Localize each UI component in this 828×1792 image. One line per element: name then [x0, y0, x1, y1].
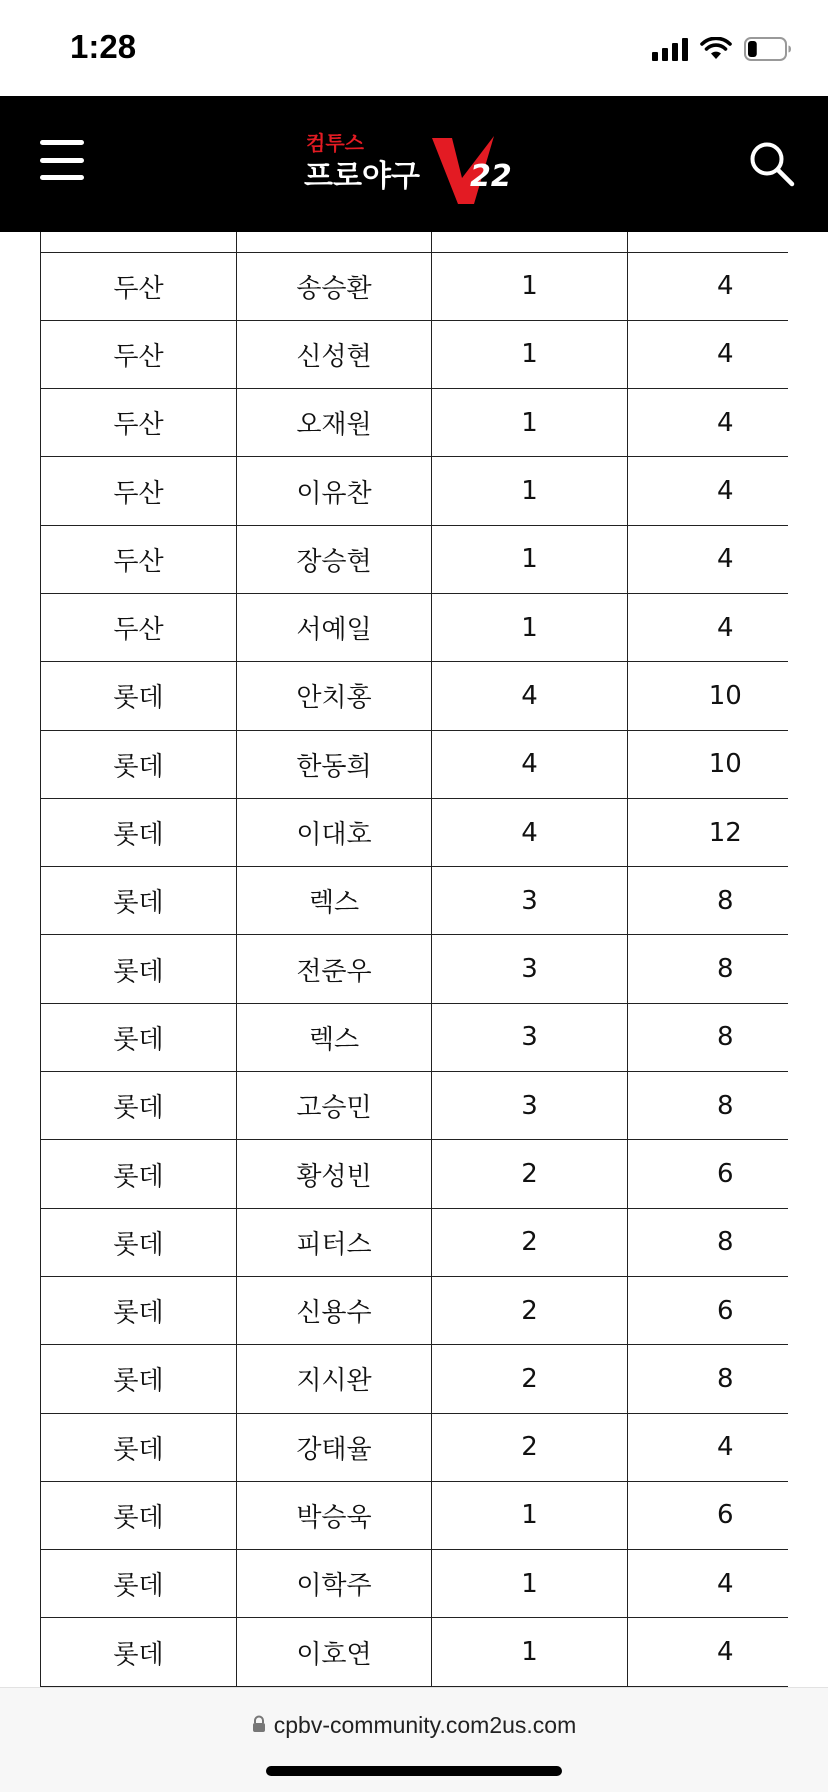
player-cell: 렉스: [237, 867, 432, 935]
table-row: [41, 935, 789, 1003]
status-time: 1:28: [70, 28, 137, 65]
col4-cell: 12: [628, 798, 789, 866]
col4-cell: 8: [628, 1345, 789, 1413]
col3-cell: 1: [432, 593, 628, 661]
table-row: [41, 1003, 789, 1071]
team-cell: 두산: [41, 320, 237, 388]
player-cell: 피터스: [237, 1208, 432, 1276]
table-row: [41, 320, 789, 388]
team-cell: 롯데: [41, 935, 237, 1003]
team-cell: 롯데: [41, 1140, 237, 1208]
col4-cell: 4: [628, 593, 789, 661]
team-cell: 롯데: [41, 1003, 237, 1071]
table-row: [41, 389, 789, 457]
player-cell: 고승민: [237, 1072, 432, 1140]
col3-cell: 3: [432, 1072, 628, 1140]
team-cell: 롯데: [41, 1413, 237, 1481]
player-cell: 장승현: [237, 525, 432, 593]
url-row[interactable]: [0, 1712, 828, 1739]
col3-cell: 2: [432, 1345, 628, 1413]
col4-cell: 8: [628, 1072, 789, 1140]
table-row: [41, 730, 789, 798]
search-icon[interactable]: [748, 140, 796, 188]
status-icons: [652, 36, 792, 62]
table-row: [41, 457, 789, 525]
site-logo[interactable]: [304, 126, 524, 204]
team-cell: 롯데: [41, 1550, 237, 1618]
player-table: [40, 232, 788, 1687]
col4-cell: 4: [628, 1618, 789, 1686]
col3-cell: 1: [432, 525, 628, 593]
lock-icon: [252, 1712, 266, 1739]
col4-cell: 4: [628, 525, 789, 593]
col3-cell: 2: [432, 1208, 628, 1276]
table-row: [41, 1481, 789, 1549]
player-cell: 안치홍: [237, 662, 432, 730]
player-cell: 이대호: [237, 798, 432, 866]
team-cell: 롯데: [41, 1481, 237, 1549]
col4-cell: 8: [628, 935, 789, 1003]
player-cell: 강태율: [237, 1413, 432, 1481]
team-cell: 롯데: [41, 662, 237, 730]
col3-cell: 1: [432, 457, 628, 525]
player-cell: 한동희: [237, 730, 432, 798]
table-row: [41, 593, 789, 661]
col4-cell: 10: [628, 662, 789, 730]
col3-cell: 3: [432, 935, 628, 1003]
col4-cell: 10: [628, 730, 789, 798]
home-indicator[interactable]: [266, 1766, 562, 1776]
logo-number: 22: [470, 159, 512, 194]
player-cell: 신성현: [237, 320, 432, 388]
team-cell: 두산: [41, 457, 237, 525]
player-cell: 송승환: [237, 252, 432, 320]
col3-cell: 1: [432, 1481, 628, 1549]
team-cell: 두산: [41, 252, 237, 320]
col4-cell: 4: [628, 1413, 789, 1481]
player-cell: 렉스: [237, 1003, 432, 1071]
col3-cell: 1: [432, 252, 628, 320]
team-cell: 롯데: [41, 798, 237, 866]
col4-cell: 4: [628, 389, 789, 457]
col4-cell: 8: [628, 867, 789, 935]
table-row: [41, 1413, 789, 1481]
battery-icon: [744, 37, 792, 61]
player-cell: 서예일: [237, 593, 432, 661]
player-cell: 전준우: [237, 935, 432, 1003]
player-cell: 신용수: [237, 1276, 432, 1344]
col3-cell: 2: [432, 1413, 628, 1481]
team-cell: 롯데: [41, 1618, 237, 1686]
table-row: [41, 798, 789, 866]
col3-cell: 4: [432, 798, 628, 866]
col3-cell: 1: [432, 1618, 628, 1686]
col3-cell: 1: [432, 389, 628, 457]
status-bar: [0, 0, 828, 96]
app-header: [0, 96, 828, 232]
col3-cell: 2: [432, 1276, 628, 1344]
team-cell: 롯데: [41, 867, 237, 935]
col3-cell: 3: [432, 1003, 628, 1071]
col3-cell: 4: [432, 662, 628, 730]
player-cell: 오재원: [237, 389, 432, 457]
col4-cell: 4: [628, 457, 789, 525]
browser-url-bar[interactable]: [0, 1687, 828, 1792]
logo-top-text: 컴투스: [306, 131, 364, 155]
col3-cell: 3: [432, 867, 628, 935]
col3-cell: 2: [432, 1140, 628, 1208]
player-cell: 황성빈: [237, 1140, 432, 1208]
team-cell: 두산: [41, 593, 237, 661]
col4-cell: 4: [628, 320, 789, 388]
table-row: [41, 1208, 789, 1276]
col4-cell: 4: [628, 252, 789, 320]
url-text[interactable]: cpbv-community.com2us.com: [273, 1712, 577, 1738]
logo-main-text: 프로야구: [304, 159, 420, 194]
col3-cell: 1: [432, 1550, 628, 1618]
table-row: [41, 867, 789, 935]
col4-cell: 8: [628, 1003, 789, 1071]
team-cell: 두산: [41, 389, 237, 457]
team-cell: 두산: [41, 525, 237, 593]
table-row: [41, 1345, 789, 1413]
col3-cell: 1: [432, 320, 628, 388]
team-cell: 롯데: [41, 730, 237, 798]
player-cell: 이학주: [237, 1550, 432, 1618]
col4-cell: 6: [628, 1140, 789, 1208]
team-cell: 롯데: [41, 1208, 237, 1276]
table-row: [41, 1550, 789, 1618]
player-cell: 이호연: [237, 1618, 432, 1686]
table-row: [41, 252, 789, 320]
hamburger-menu-icon[interactable]: [40, 140, 84, 180]
table-row: [41, 1072, 789, 1140]
col4-cell: 6: [628, 1481, 789, 1549]
col4-cell: 4: [628, 1550, 789, 1618]
col4-cell: 8: [628, 1208, 789, 1276]
player-cell: 이유찬: [237, 457, 432, 525]
cellular-signal-icon: [652, 37, 688, 61]
col4-cell: 6: [628, 1276, 789, 1344]
table-row: [41, 1140, 789, 1208]
table-row: [41, 525, 789, 593]
table-row: [41, 1276, 789, 1344]
wifi-icon: [700, 37, 732, 61]
player-cell: 박승욱: [237, 1481, 432, 1549]
team-cell: 롯데: [41, 1345, 237, 1413]
table-row-partial: [41, 232, 789, 252]
player-cell: 지시완: [237, 1345, 432, 1413]
team-cell: 롯데: [41, 1072, 237, 1140]
table-row: [41, 1618, 789, 1686]
col3-cell: 4: [432, 730, 628, 798]
team-cell: 롯데: [41, 1276, 237, 1344]
table-row: [41, 662, 789, 730]
